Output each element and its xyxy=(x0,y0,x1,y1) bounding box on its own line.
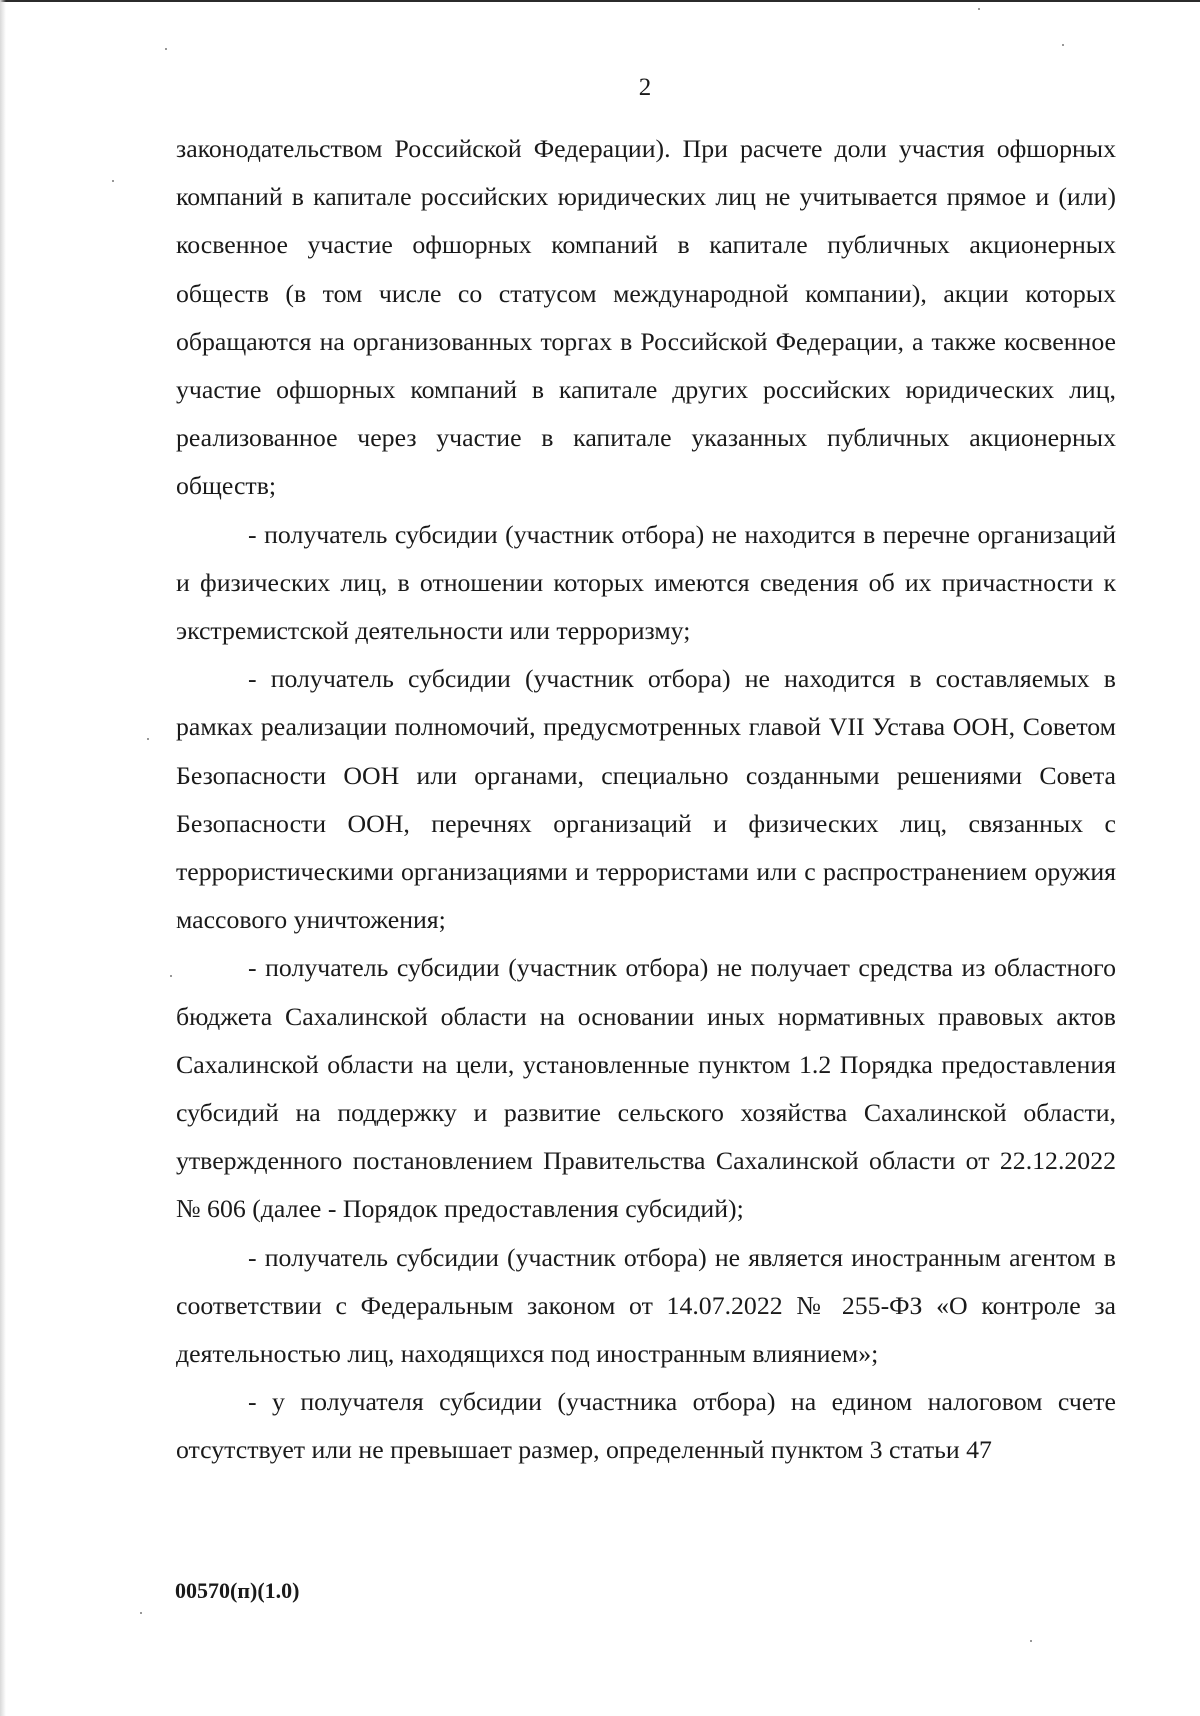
page-number: 2 xyxy=(638,74,652,101)
paragraph-tax-account: - у получателя субсидии (участника отбора) на едином налоговом счете отсутствует или не превышает размер, определенный пунктом 3 статьи 47 xyxy=(176,1387,1116,1465)
paragraph-extremism-list: - получатель субсидии (участник отбора) не находится в перечне организаций и физических лиц, в отношении которых имеются сведения об их причастности к экстремистской деятельности или терроризму; xyxy=(176,519,1116,646)
scan-speck xyxy=(1030,1640,1032,1642)
paragraph-continuation: законодательством Российской Федерации). При расчете доли участия офшорных компаний в капитале российских юридических лиц не учитывается прямое и (или) косвенное участие офшорных компаний в капитале публичных акционерных обществ (в том числе со статусом международной компании), акции которых обращаются на организованных торгах в Российской Федерации, а также косвенное участие офшорных компаний в капитале других российских юридических лиц, реализованное через участие в капитале указанных публичных акционерных обществ; xyxy=(176,134,1116,501)
scan-speck xyxy=(165,48,167,50)
scan-speck xyxy=(147,738,149,740)
scan-speck xyxy=(1062,44,1064,46)
scan-left-shadow xyxy=(0,0,6,1716)
document-body xyxy=(176,125,1116,1475)
document-code: 00570(п)(1.0) xyxy=(175,1578,300,1603)
scan-speck xyxy=(978,8,980,10)
scan-speck xyxy=(170,975,172,977)
scan-speck xyxy=(112,180,114,182)
scan-speck xyxy=(140,1612,142,1614)
paragraph-regional-budget: - получатель субсидии (участник отбора) не получает средства из областного бюджета Сахалинской области на основании иных нормативных правовых актов Сахалинской области на цели, установленные пунктом 1.2 Порядка предоставления субсидий на поддержку и развитие сельского хозяйства Сахалинской области, утвержденного постановлением Правительства Сахалинской области от 22.12.2022 № 606 (далее - Порядок предоставления субсидий); xyxy=(176,953,1116,1224)
paragraph-foreign-agent: - получатель субсидии (участник отбора) не является иностранным агентом в соответствии с Федеральным законом от 14.07.2022 № 255-ФЗ «О контроле за деятельностью лиц, находящихся под иностранным влиянием»; xyxy=(176,1242,1116,1369)
scan-top-edge xyxy=(0,0,1200,2)
paragraph-un-security-council: - получатель субсидии (участник отбора) не находится в составляемых в рамках реализации полномочий, предусмотренных главой VII Устава ООН, Советом Безопасности ООН или органами, специально созданными решениями Совета Безопасности ООН, перечнях организаций и физических лиц, связанных с террористическими организациями и террористами или с распространением оружия массового уничтожения; xyxy=(176,664,1116,935)
